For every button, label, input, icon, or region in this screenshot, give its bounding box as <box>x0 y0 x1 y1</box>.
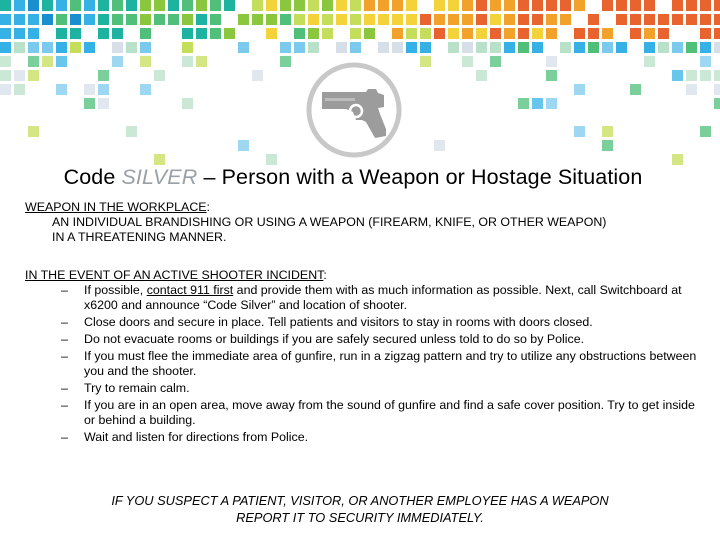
mosaic-tile <box>140 84 151 95</box>
mosaic-tile <box>210 0 221 11</box>
section-active-shooter <box>25 268 705 447</box>
mosaic-tile <box>322 14 333 25</box>
mosaic-tile <box>308 14 319 25</box>
mosaic-tile <box>546 0 557 11</box>
mosaic-tile <box>420 14 431 25</box>
mosaic-tile <box>56 0 67 11</box>
mosaic-tile <box>714 84 720 95</box>
mosaic-tile <box>434 0 445 11</box>
mosaic-tile <box>70 42 81 53</box>
mosaic-tile <box>714 28 720 39</box>
mosaic-tile <box>294 14 305 25</box>
contact-911-emphasis: contact 911 first <box>146 283 234 297</box>
mosaic-tile <box>28 70 39 81</box>
mosaic-tile <box>266 28 277 39</box>
mosaic-tile <box>672 70 683 81</box>
mosaic-tile <box>140 14 151 25</box>
list-item: – If possible, contact 911 first and provide them with as much information as possible. Next, call Switchboard at x6200 and announce “Code Silver” and location of shooter. <box>61 283 682 312</box>
mosaic-tile <box>518 0 529 11</box>
mosaic-tile <box>560 42 571 53</box>
mosaic-tile <box>42 56 53 67</box>
mosaic-tile <box>238 42 249 53</box>
mosaic-tile <box>714 14 720 25</box>
mosaic-tile <box>14 14 25 25</box>
mosaic-tile <box>154 0 165 11</box>
mosaic-tile <box>28 56 39 67</box>
mosaic-tile <box>266 0 277 11</box>
mosaic-tile <box>0 56 11 67</box>
mosaic-tile <box>0 0 11 11</box>
mosaic-tile <box>98 14 109 25</box>
mosaic-tile <box>574 126 585 137</box>
mosaic-tile <box>672 0 683 11</box>
mosaic-tile <box>700 0 711 11</box>
mosaic-tile <box>546 14 557 25</box>
mosaic-tile <box>630 84 641 95</box>
mosaic-tile <box>56 14 67 25</box>
mosaic-tile <box>392 42 403 53</box>
mosaic-tile <box>644 42 655 53</box>
mosaic-tile <box>364 28 375 39</box>
mosaic-tile <box>490 42 501 53</box>
mosaic-tile <box>28 0 39 11</box>
mosaic-tile <box>350 0 361 11</box>
mosaic-tile <box>0 28 11 39</box>
mosaic-tile <box>658 14 669 25</box>
mosaic-tile <box>434 140 445 151</box>
mosaic-tile <box>112 42 123 53</box>
mosaic-tile <box>28 126 39 137</box>
instruction-list <box>25 283 705 445</box>
mosaic-tile <box>350 42 361 53</box>
mosaic-tile <box>700 56 711 67</box>
mosaic-tile <box>378 42 389 53</box>
mosaic-tile <box>196 56 207 67</box>
mosaic-tile <box>532 42 543 53</box>
mosaic-tile <box>714 0 720 11</box>
mosaic-tile <box>42 0 53 11</box>
mosaic-tile <box>196 14 207 25</box>
mosaic-tile <box>84 14 95 25</box>
mosaic-tile <box>294 0 305 11</box>
mosaic-tile <box>140 56 151 67</box>
mosaic-tile <box>84 42 95 53</box>
mosaic-tile <box>364 0 375 11</box>
mosaic-tile <box>336 0 347 11</box>
mosaic-tile <box>714 70 720 81</box>
list-item: – Close doors and secure in place. Tell patients and visitors to stay in rooms with doors closed. <box>61 315 593 329</box>
mosaic-tile <box>644 28 655 39</box>
mosaic-tile <box>84 84 95 95</box>
mosaic-tile <box>280 56 291 67</box>
mosaic-tile <box>336 42 347 53</box>
mosaic-tile <box>406 42 417 53</box>
mosaic-tile <box>714 98 720 109</box>
mosaic-tile <box>280 42 291 53</box>
mosaic-tile <box>98 0 109 11</box>
mosaic-tile <box>462 14 473 25</box>
definition-line: IN A THREATENING MANNER. <box>52 230 227 244</box>
mosaic-tile <box>392 0 403 11</box>
mosaic-tile <box>210 14 221 25</box>
mosaic-tile <box>28 42 39 53</box>
mosaic-tile <box>392 14 403 25</box>
mosaic-tile <box>364 14 375 25</box>
mosaic-tile <box>294 28 305 39</box>
mosaic-tile <box>462 42 473 53</box>
mosaic-tile <box>574 84 585 95</box>
mosaic-tile <box>644 0 655 11</box>
mosaic-tile <box>56 84 67 95</box>
mosaic-tile <box>630 28 641 39</box>
mosaic-tile <box>0 14 11 25</box>
mosaic-tile <box>588 28 599 39</box>
mosaic-tile <box>504 14 515 25</box>
mosaic-tile <box>686 84 697 95</box>
mosaic-tile <box>686 42 697 53</box>
mosaic-tile <box>448 14 459 25</box>
mosaic-tile <box>504 42 515 53</box>
mosaic-tile <box>252 14 263 25</box>
mosaic-tile <box>140 0 151 11</box>
mosaic-tile <box>126 126 137 137</box>
mosaic-tile <box>434 14 445 25</box>
mosaic-tile <box>14 0 25 11</box>
list-item: – Try to remain calm. <box>61 381 190 395</box>
mosaic-tile <box>686 70 697 81</box>
mosaic-tile <box>112 0 123 11</box>
mosaic-tile <box>504 0 515 11</box>
mosaic-tile <box>700 126 711 137</box>
mosaic-tile <box>406 0 417 11</box>
mosaic-tile <box>700 42 711 53</box>
mosaic-tile <box>406 14 417 25</box>
mosaic-tile <box>476 14 487 25</box>
mosaic-tile <box>350 14 361 25</box>
mosaic-tile <box>168 0 179 11</box>
mosaic-tile <box>210 28 221 39</box>
mosaic-tile <box>126 42 137 53</box>
mosaic-tile <box>154 14 165 25</box>
list-item: – Wait and listen for directions from Police. <box>61 430 309 444</box>
footer-notice: IF YOU SUSPECT A PATIENT, VISITOR, OR ANOTHER EMPLOYEE HAS A WEAPON REPORT IT TO SECURITY IMMEDIATELY. <box>111 493 609 525</box>
mosaic-tile <box>658 28 669 39</box>
mosaic-tile <box>714 42 720 53</box>
mosaic-tile <box>196 28 207 39</box>
mosaic-tile <box>0 84 11 95</box>
section-weapon-in-workplace <box>25 200 705 245</box>
mosaic-tile <box>56 42 67 53</box>
mosaic-tile <box>518 28 529 39</box>
mosaic-tile <box>560 14 571 25</box>
mosaic-tile <box>182 56 193 67</box>
mosaic-tile <box>98 70 109 81</box>
mosaic-tile <box>98 28 109 39</box>
mosaic-tile <box>70 0 81 11</box>
mosaic-tile <box>266 154 277 165</box>
mosaic-tile <box>616 14 627 25</box>
mosaic-tile <box>434 28 445 39</box>
mosaic-tile <box>182 42 193 53</box>
mosaic-tile <box>140 42 151 53</box>
mosaic-tile <box>532 14 543 25</box>
mosaic-tile <box>420 56 431 67</box>
mosaic-tile <box>280 0 291 11</box>
mosaic-tile <box>420 42 431 53</box>
mosaic-tile <box>182 98 193 109</box>
mosaic-tile <box>630 0 641 11</box>
mosaic-tile <box>112 28 123 39</box>
mosaic-tile <box>196 0 207 11</box>
mosaic-tile <box>518 42 529 53</box>
mosaic-tile <box>98 84 109 95</box>
mosaic-tile <box>42 14 53 25</box>
mosaic-tile <box>644 14 655 25</box>
mosaic-tile <box>168 14 179 25</box>
mosaic-tile <box>490 56 501 67</box>
mosaic-tile <box>70 14 81 25</box>
mosaic-tile <box>462 28 473 39</box>
mosaic-tile <box>112 14 123 25</box>
mosaic-tile <box>0 42 11 53</box>
mosaic-tile <box>322 28 333 39</box>
mosaic-tile <box>182 14 193 25</box>
mosaic-tile <box>700 70 711 81</box>
revolver-icon <box>306 62 402 158</box>
mosaic-tile <box>42 42 53 53</box>
mosaic-tile <box>546 56 557 67</box>
mosaic-tile <box>238 140 249 151</box>
mosaic-tile <box>476 28 487 39</box>
mosaic-tile <box>476 70 487 81</box>
mosaic-tile <box>602 28 613 39</box>
mosaic-tile <box>616 0 627 11</box>
mosaic-tile <box>14 28 25 39</box>
mosaic-tile <box>126 0 137 11</box>
title-code-silver: SILVER <box>121 165 198 189</box>
mosaic-tile <box>518 98 529 109</box>
mosaic-tile <box>602 0 613 11</box>
mosaic-tile <box>252 70 263 81</box>
list-item: – If you are in an open area, move away from the sound of gunfire and find a safe cover position. Try to get inside or behind a building. <box>61 398 695 427</box>
mosaic-tile <box>182 0 193 11</box>
mosaic-tile <box>644 56 655 67</box>
mosaic-tile <box>224 0 235 11</box>
mosaic-tile <box>448 42 459 53</box>
mosaic-tile <box>154 70 165 81</box>
mosaic-tile <box>266 14 277 25</box>
mosaic-tile <box>490 0 501 11</box>
mosaic-tile <box>84 0 95 11</box>
mosaic-tile <box>420 28 431 39</box>
mosaic-tile <box>28 14 39 25</box>
mosaic-tile <box>672 42 683 53</box>
mosaic-tile <box>126 14 137 25</box>
mosaic-tile <box>476 0 487 11</box>
mosaic-tile <box>406 28 417 39</box>
mosaic-tile <box>448 0 459 11</box>
list-item: – Do not evacuate rooms or buildings if you are safely secured unless told to do so by Police. <box>61 332 585 346</box>
mosaic-tile <box>672 14 683 25</box>
mosaic-tile <box>112 56 123 67</box>
mosaic-tile <box>476 42 487 53</box>
mosaic-tile <box>378 0 389 11</box>
mosaic-tile <box>14 42 25 53</box>
mosaic-tile <box>658 42 669 53</box>
mosaic-tile <box>672 154 683 165</box>
mosaic-tile <box>700 28 711 39</box>
mosaic-tile <box>280 14 291 25</box>
mosaic-tile <box>574 28 585 39</box>
mosaic-tile <box>462 0 473 11</box>
mosaic-tile <box>308 28 319 39</box>
mosaic-tile <box>532 28 543 39</box>
mosaic-tile <box>490 28 501 39</box>
mosaic-tile <box>350 28 361 39</box>
mosaic-tile <box>532 0 543 11</box>
mosaic-tile <box>588 42 599 53</box>
mosaic-tile <box>630 14 641 25</box>
mosaic-tile <box>224 28 235 39</box>
mosaic-tile <box>322 0 333 11</box>
mosaic-tile <box>28 28 39 39</box>
mosaic-tile <box>56 28 67 39</box>
mosaic-tile <box>546 70 557 81</box>
mosaic-tile <box>532 98 543 109</box>
mosaic-tile <box>392 28 403 39</box>
mosaic-tile <box>616 42 627 53</box>
mosaic-tile <box>686 14 697 25</box>
mosaic-tile <box>308 0 319 11</box>
mosaic-tile <box>700 14 711 25</box>
mosaic-tile <box>602 126 613 137</box>
definition-line: AN INDIVIDUAL BRANDISHING OR USING A WEAPON (FIREARM, KNIFE, OR OTHER WEAPON) <box>52 215 607 229</box>
mosaic-tile <box>518 14 529 25</box>
mosaic-tile <box>14 70 25 81</box>
mosaic-tile <box>0 70 11 81</box>
mosaic-tile <box>140 28 151 39</box>
page-title: Code SILVER – Person with a Weapon or Hostage Situation <box>63 165 643 189</box>
mosaic-tile <box>14 84 25 95</box>
mosaic-tile <box>294 42 305 53</box>
mosaic-tile <box>546 98 557 109</box>
mosaic-tile <box>182 28 193 39</box>
mosaic-tile <box>84 98 95 109</box>
mosaic-tile <box>70 28 81 39</box>
mosaic-tile <box>56 56 67 67</box>
list-item: – If you must flee the immediate area of gunfire, run in a zigzag pattern and try to utilize any obstructions between you and the shooter. <box>61 349 697 378</box>
mosaic-tile <box>448 28 459 39</box>
mosaic-tile <box>308 42 319 53</box>
mosaic-tile <box>378 14 389 25</box>
mosaic-tile <box>154 154 165 165</box>
mosaic-tile <box>546 28 557 39</box>
mosaic-tile <box>686 0 697 11</box>
mosaic-tile <box>336 14 347 25</box>
mosaic-tile <box>504 28 515 39</box>
mosaic-tile <box>490 14 501 25</box>
section-heading: WEAPON IN THE WORKPLACE: <box>25 200 210 214</box>
mosaic-tile <box>574 0 585 11</box>
mosaic-tile <box>602 140 613 151</box>
mosaic-tile <box>560 0 571 11</box>
mosaic-tile <box>574 42 585 53</box>
mosaic-tile <box>238 14 249 25</box>
mosaic-tile <box>588 14 599 25</box>
mosaic-tile <box>252 0 263 11</box>
mosaic-tile <box>462 56 473 67</box>
section-heading: IN THE EVENT OF AN ACTIVE SHOOTER INCIDENT: <box>25 268 327 282</box>
mosaic-tile <box>602 42 613 53</box>
mosaic-tile <box>98 98 109 109</box>
